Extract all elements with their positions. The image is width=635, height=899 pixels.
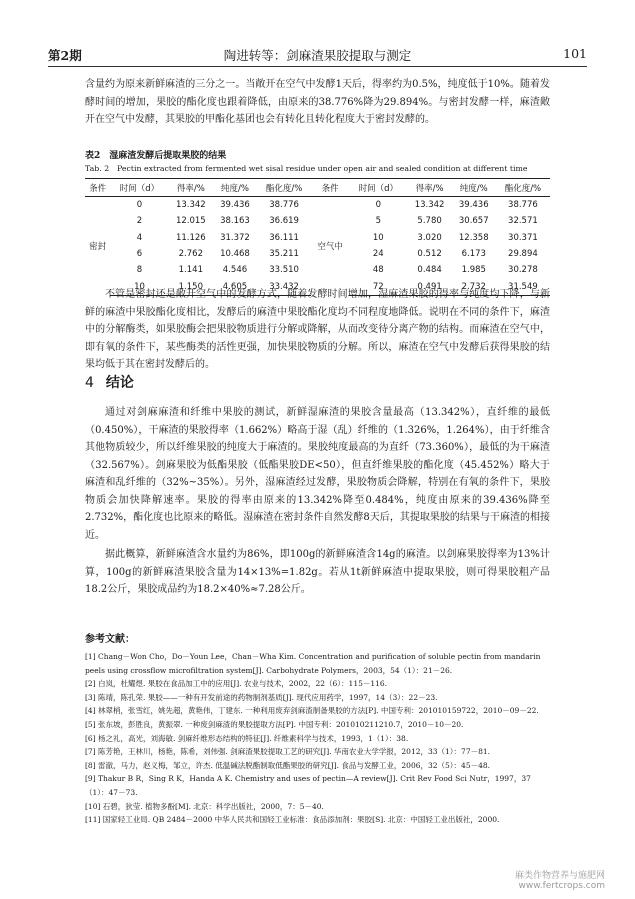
- table-cell: 13.342: [175, 200, 206, 211]
- table-cell: 2.762: [178, 249, 203, 260]
- table-cell: 30.657: [458, 216, 489, 227]
- table-cell: 38.776: [269, 200, 299, 211]
- running-title: 陶进转等：剑麻渣果胶提取与测定: [223, 48, 412, 63]
- table-cell: 12.015: [175, 216, 206, 227]
- table-cell: 33.432: [257, 278, 311, 295]
- table-pectin-fermentation: [85, 178, 550, 296]
- table-cell: 1.150: [169, 278, 213, 295]
- table-header-row: [85, 179, 550, 197]
- table-cell: 30.371: [508, 232, 538, 243]
- site-watermark: [515, 868, 605, 891]
- table-cell: 11.126: [175, 232, 206, 243]
- table-cell: 0.512: [417, 249, 442, 260]
- reference-item: [8] 雷澈，马力，赵义梅，邹立，许杰. 低温碱法脱酯制取低酯果胶的研究[J]. 食品与发酵工业，2006，32（5）：45－48.: [85, 760, 491, 770]
- table-cell: 72: [349, 278, 407, 295]
- table-cell: 4.605: [213, 278, 257, 295]
- reference-item: [2] 白岚，杜耀煜. 果胶在食品加工中的应用[J]. 农业与技术，2002，22（6）：115－116.: [85, 679, 388, 689]
- reference-item: [1] Chang－Won Cho，Do－Youn Lee，Chan－Wha Kim. Concentration and purification of soluble pectin from mandarin peels using crossflow microfiltration system[J]. Carbohydrate Polymers，2003，54（1）：21－26.: [85, 652, 541, 675]
- table-cell: 10.468: [220, 249, 250, 260]
- col-time-left: 时间（d）: [110, 179, 168, 197]
- running-header: [48, 44, 587, 67]
- reference-item: [4] 林翠梢，张雪红，姚先超，黄艳伟，丁建东. 一种利用废弃剑麻渣制备果胶的方法[P]. 中国专利：201010159722，2010－09－22.: [85, 706, 539, 716]
- table-cell: 36.619: [269, 216, 299, 227]
- col-time-right: 时间（d）: [349, 179, 407, 197]
- table-caption-cn: 表2 湿麻渣发酵后提取果胶的结果: [85, 151, 227, 161]
- table-cell: 38.163: [220, 216, 250, 227]
- table-cell: 1.141: [178, 265, 203, 276]
- references-heading: 参考文献：: [85, 634, 135, 645]
- table-cell: 0: [375, 200, 381, 211]
- reference-item: [9] Thakur B R，Sing R K，Handa A K. Chemistry and uses of pectin—A review[J]. Crit Rev Food Sci Nutr，1997，37（1）：47－73.: [85, 774, 531, 797]
- reference-item: [7] 陈芳艳，王林川，杨艳，陈希，刘伟强. 剑麻渣果胶提取工艺的研究[J]. 华南农业大学学报，2012，33（1）：77－81.: [85, 747, 491, 757]
- table-cell: 3.020: [417, 232, 442, 243]
- table-cell: 33.510: [269, 265, 299, 276]
- table-cell: 0.484: [417, 265, 442, 276]
- paragraph-estimate: 据此概算，新鲜麻渣含水量约为86%，即100g的新鲜麻渣含14g的麻渣。以剑麻果胶得率为13%计算，100g的新鲜麻渣果胶含量为14×13%=1.82g。若从1t新鲜麻渣中提取果胶，则可得果胶粗产品18.2公斤，果胶成品约为18.2×40%≈7.28公斤。: [85, 549, 550, 595]
- table-cell: 0: [136, 200, 143, 211]
- table-cell: 35.211: [269, 249, 299, 260]
- section-number: 4: [85, 375, 94, 391]
- col-condition-left: 条件: [85, 179, 110, 197]
- table-cell: 4.546: [222, 265, 248, 276]
- table-cell: 31.549: [496, 278, 550, 295]
- reference-item: [6] 杨之礼，高光，刘海敏. 剑麻纤维形态结构的特征[J]. 纤维素科学与技术，1993，1（1）：38.: [85, 733, 409, 743]
- col-condition-right: 条件: [311, 179, 349, 197]
- watermark-cn: 麻类作物营养与施肥网: [514, 871, 605, 881]
- table-cell: 5: [375, 216, 381, 227]
- table-cell: 39.436: [458, 200, 489, 211]
- table-cell: 10: [110, 278, 168, 295]
- col-yield-right: 得率/%: [408, 179, 452, 197]
- table-cell: 2.732: [452, 278, 496, 295]
- table-cell: 5.780: [417, 216, 442, 227]
- watermark-url: www.fertcrops.com: [518, 881, 605, 891]
- page-number: 101: [563, 46, 587, 61]
- paragraph-fermentation-open-air: 含量约为原来新鲜麻渣的三分之一。当敞开在空气中发酵1天后，得率约为0.5%，纯度低于10%。随着发酵时间的增加，果胶的酯化度也跟着降低，由原来的38.776%降为29.894%。与密封发酵一样，麻渣敞开在空气中发酵，其果胶的甲酯化基团也会有转化且转化程度大于密封发酵的。: [85, 79, 550, 125]
- table-cell: 12.358: [458, 232, 489, 243]
- table-cell: 4: [136, 232, 143, 243]
- table-cell: 29.894: [508, 249, 538, 260]
- reference-list: [85, 650, 550, 827]
- col-esterification-left: 酯化度/%: [257, 179, 311, 197]
- condition-sealed: 密封: [89, 242, 107, 253]
- table-cell: 39.436: [220, 200, 250, 211]
- section-title: 结论: [105, 375, 134, 391]
- table-cell: 1.985: [461, 265, 486, 276]
- table-cell: 30.278: [508, 265, 538, 276]
- table-cell: 2: [136, 216, 143, 227]
- issue-number: 第2期: [48, 48, 82, 63]
- table-cell: 13.342: [414, 200, 445, 211]
- table-cell: 48: [372, 265, 384, 276]
- table-caption-en: Tab. 2 Pectin extracted from fermented wet sisal residue under open air and sealed condition at different time: [85, 164, 528, 173]
- table-cell: 36.111: [269, 232, 299, 243]
- table-cell: 6: [136, 249, 143, 260]
- table-cell: 24: [372, 249, 384, 260]
- reference-item: [11] 国家轻工业局. QB 2484－2000 中华人民共和国轻工业标准：食品添加剂：果胶[S]. 北京：中国轻工业出版社，2000.: [85, 815, 500, 825]
- reference-item: [5] 张东坡，彭胜良，黄振翠. 一种废剑麻渣的果胶提取方法[P]. 中国专利：201010211210.7，2010－10－20.: [85, 719, 464, 729]
- condition-open-air: 空气中: [317, 242, 343, 253]
- table-cell: 10: [372, 232, 384, 243]
- table-cell: 0.491: [408, 278, 452, 295]
- col-purity-right: 纯度/%: [452, 179, 496, 197]
- col-esterification-right: 酯化度/%: [496, 179, 550, 197]
- table-cell: 38.776: [508, 200, 538, 211]
- reference-item: [3] 陈靖，陈孔荣. 果胶——一种有开发前途的药物制剂基质[J]. 现代应用药学，1997，14（3）：22－23.: [85, 692, 438, 702]
- table-cell: 6.173: [461, 249, 486, 260]
- col-yield-left: 得率/%: [169, 179, 213, 197]
- table-row: [85, 197, 550, 214]
- paragraph-fermentation-discussion: 不管是密封还是敞开空气中的发酵方式，随着发酵时间增加，湿麻渣果胶的得率与纯度均下降，与新鲜的麻渣中果胶酯化度相比，发酵后的麻渣中果胶酯化度均不同程度地降低。说明在不同的条件下，麻渣中的分解酶类，如果胶酶会把果胶物质进行分解或降解，从而改变待分离产物的结构。而麻渣在空气中，即有氧的条件下，某些酶类的活性更强，加快果胶物质的分解。所以，麻渣在空气中发酵后获得果胶的结果均低于其在密封发酵后的。: [85, 289, 550, 370]
- paragraph-conclusion: 通过对剑麻麻渣和纤维中果胶的测试，新鲜湿麻渣的果胶含量最高（13.342%），直纤维的最低（0.450%），干麻渣的果胶得率（1.662%）略高于湿（乱）纤维的（1.326%，1.264%），由于纤维含其他物质较少，所以纤维果胶的纯度大于麻渣的。果胶纯度最高的为直纤（73.360%），最低的为干麻渣（32.567%）。剑麻果胶为低酯果胶（低酯果胶DE<50），但直纤维果胶的酯化度（45.452%）略大于麻渣和乱纤维的（32%~35%）。另外，湿麻渣经过发酵，果胶物质会降解，特别在有氧的条件下，果胶物质会加快降解速率。果胶的得率由原来的13.342%降至0.484%，纯度由原来的39.436%降至2.732%，酯化度也比原来的略低。湿麻渣在密封条件自然发酵8天后，其提取果胶的结果与干麻渣的相接近。: [85, 407, 550, 541]
- table-cell: 8: [136, 265, 143, 276]
- reference-item: [10] 石碧，狄莹. 植物多酚[M]. 北京：科学出版社，2000，7：5－40.: [85, 801, 324, 811]
- section-heading: [85, 372, 134, 392]
- table-cell: 31.372: [220, 232, 250, 243]
- col-purity-left: 纯度/%: [213, 179, 257, 197]
- table-cell: 32.571: [508, 216, 538, 227]
